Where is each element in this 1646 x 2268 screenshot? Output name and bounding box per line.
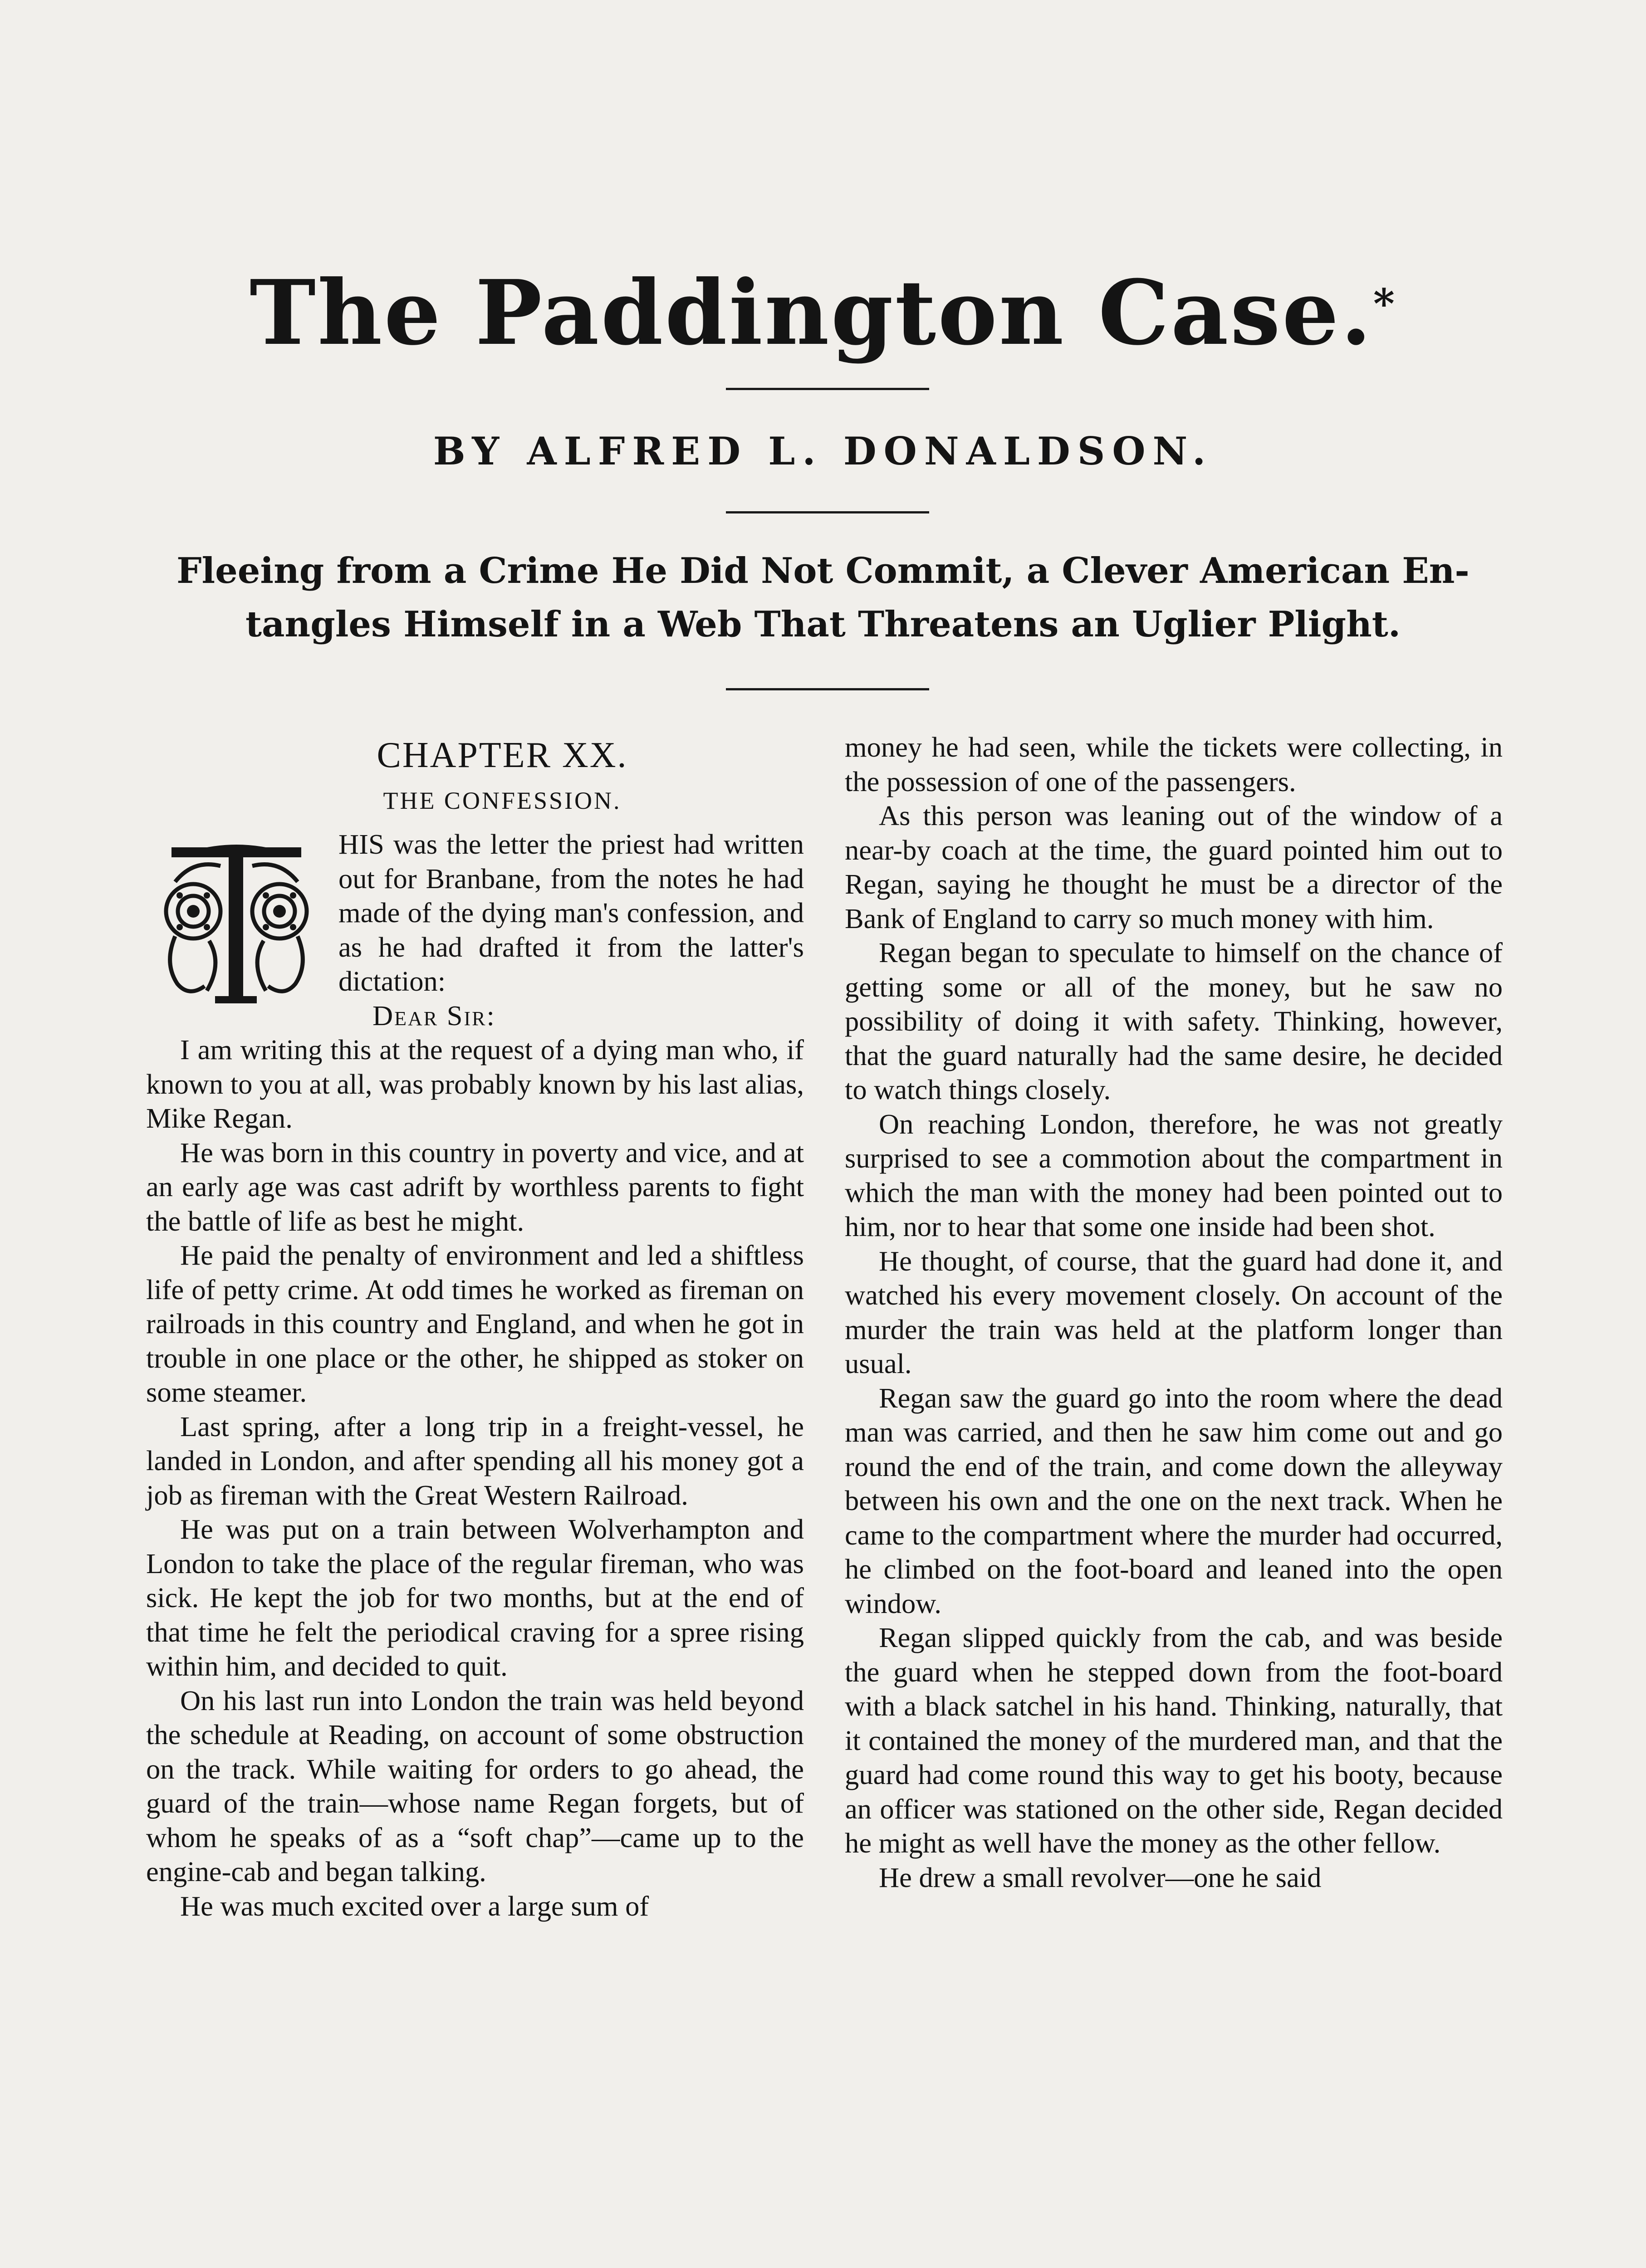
right-paragraph: Regan saw the guard go into the room where the dead man was carried, and then he saw him come out and go round the end of the train, and come down the alleyway between his own and the one on the next track. When he came to the compartment where the murder had occurred, he climbed on the foot-board and leaned into the open window. <box>845 1382 1503 1619</box>
deck-line-2: tangles Himself in a Web That Threatens an Uglier Plight. <box>245 604 1401 645</box>
story-deck <box>136 544 1510 651</box>
right-column <box>845 730 1503 1895</box>
chapter-subtitle: THE CONFESSION. <box>383 787 622 814</box>
title-footnote-mark: * <box>1373 280 1396 328</box>
left-paragraph: He was much excited over a large sum of <box>180 1890 649 1922</box>
left-column <box>146 730 804 1923</box>
opening-paragraph: HIS was the letter the priest had written out for Branbane, from the notes he had made of the dying man's confession, and as he had drafted it from the latter's dictation: <box>338 828 804 997</box>
right-paragraph: On reaching London, therefore, he was not greatly surprised to see a commotion about the compartment in which the man with the money had been pointed out to him, nor to hear that some one inside had been shot. <box>845 1108 1503 1242</box>
deck-line-1: Fleeing from a Crime He Did Not Commit, a Clever American En- <box>176 550 1470 591</box>
ornamental-initial-t-icon <box>143 827 329 1013</box>
left-paragraph: Last spring, after a long trip in a freight-vessel, he landed in London, and after spending all his money got a job as fireman with the Great Western Railroad. <box>146 1410 804 1511</box>
story-title-text: The Paddington Case. <box>250 261 1373 365</box>
author-byline: BY ALFRED L. DONALDSON. <box>433 429 1213 474</box>
left-paragraph: On his last run into London the train was held beyond the schedule at Reading, on account of some obstruction on the track. While waiting for orders to go ahead, the guard of the train—whose name Regan forgets, but of whom he speaks of as a “soft chap”—came up to the engine-cab and began talking. <box>146 1684 804 1887</box>
chapter-heading: CHAPTER XX. <box>377 735 628 775</box>
right-paragraph: As this person was leaning out of the window of a near-by coach at the time, the guard pointed him out to Regan, saying he thought he must be a director of the Bank of England to carry so much money with him. <box>845 800 1503 934</box>
right-paragraph: He drew a small revolver—one he said <box>879 1861 1322 1893</box>
right-paragraph: He thought, of course, that the guard had done it, and watched his every movement closely. On account of the murder the train was held at the platform longer than usual. <box>845 1245 1503 1379</box>
left-paragraph: He was put on a train between Wolverhampton and London to take the place of the regular fireman, who was sick. He kept the job for two months, but at the end of that time he felt the periodical craving for a spree rising within him, and decided to quit. <box>146 1513 804 1682</box>
right-continuation: money he had seen, while the tickets were collecting, in the possession of one of the passengers. <box>845 731 1503 797</box>
byline-divider <box>726 511 929 513</box>
right-paragraph: Regan slipped quickly from the cab, and was beside the guard when he stepped down from the foot-board with a black satchel in his hand. Thinking, naturally, that it contained the money of the murdered man, and that the guard had come round this way to get his booty, because an officer was stationed on the other side, Regan decided he might as well have the money as the other fellow. <box>845 1622 1503 1859</box>
right-paragraph: Regan began to speculate to himself on the chance of getting some or all of the money, but he saw no possibility of doing it with safety. Thinking, however, that the guard naturally had the same desire, he decided to watch things closely. <box>845 937 1503 1105</box>
left-paragraph: He paid the penalty of environment and led a shiftless life of petty crime. At odd times he worked as fireman on railroads in this country and England, and when he got in trouble in one place or the other, he shipped as stoker on some steamer. <box>146 1239 804 1408</box>
deck-divider <box>726 688 929 690</box>
letter-salutation: Dear Sir: <box>372 999 496 1031</box>
title-divider <box>726 388 929 390</box>
left-paragraph: He was born in this country in poverty and vice, and at an early age was cast adrift by worthless parents to fight the battle of life as best he might. <box>146 1136 804 1237</box>
story-title <box>0 254 1646 372</box>
left-paragraph: I am writing this at the request of a dying man who, if known to you at all, was probably known by his last alias, Mike Regan. <box>146 1034 804 1134</box>
